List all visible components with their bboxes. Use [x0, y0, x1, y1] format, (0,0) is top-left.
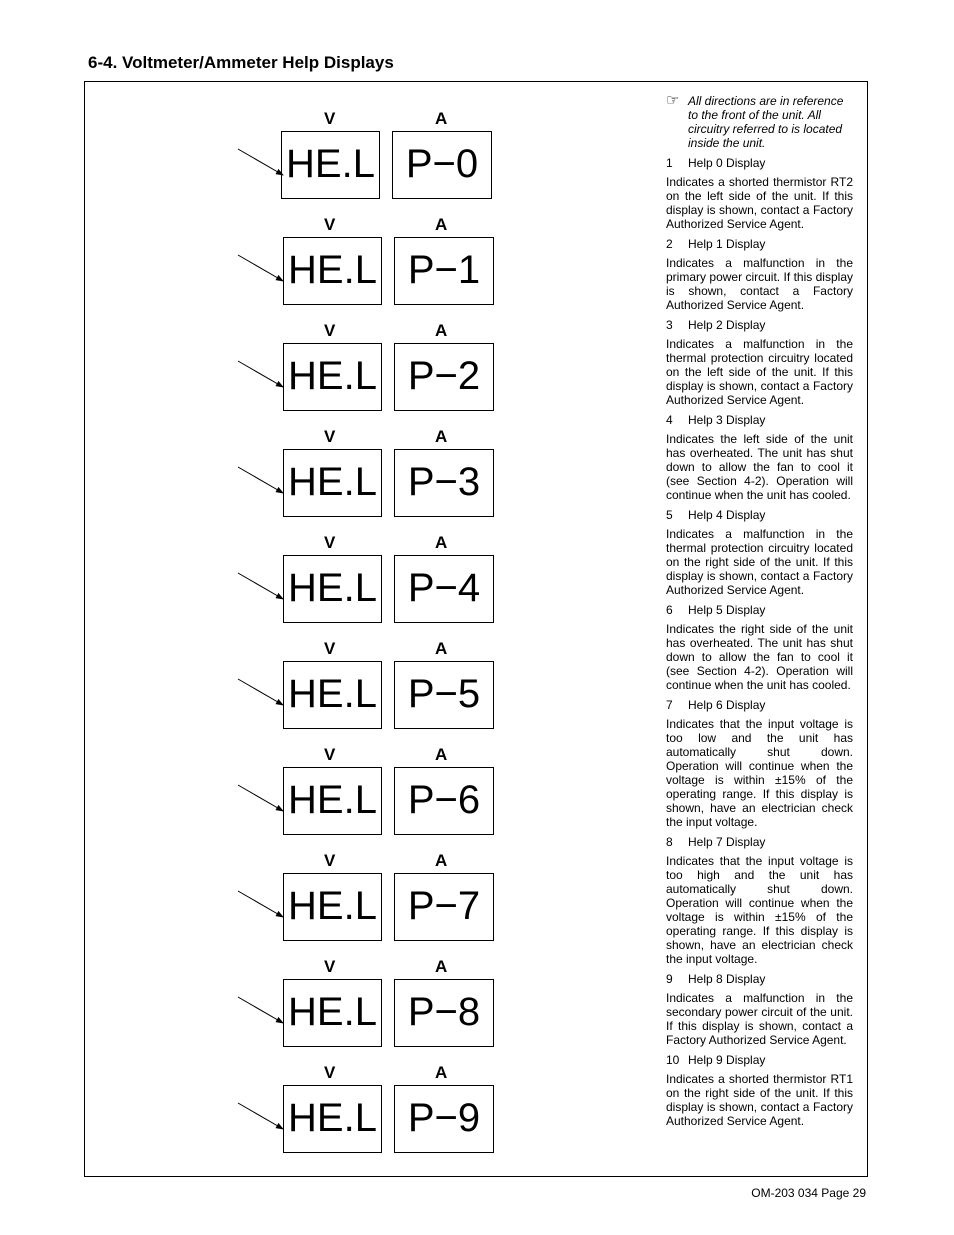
help-item — [666, 835, 853, 966]
help-item-number: 9 — [666, 972, 673, 986]
section-title: 6-4. Voltmeter/Ammeter Help Displays — [88, 53, 394, 72]
ammeter-display: P−9 — [394, 1085, 494, 1153]
voltmeter-label: V — [324, 957, 336, 976]
help-item — [666, 237, 853, 312]
help-item — [666, 698, 853, 829]
help-item-body: Indicates that the input voltage is too low and the unit has automatically shut down. Operation will continue when the voltage is within ±15% of the operating range. If this display is shown, have an electrician check the input voltage. — [666, 717, 853, 829]
help-item-heading — [666, 508, 853, 522]
ammeter-label: A — [435, 321, 448, 340]
voltmeter-display: HE.L — [283, 661, 382, 729]
ammeter-label: A — [435, 745, 448, 764]
ammeter-display: P−1 — [394, 237, 494, 305]
help-item-heading — [666, 972, 853, 986]
help-item-title: Help 3 Display — [688, 413, 766, 427]
help-item-title: Help 9 Display — [688, 1053, 766, 1067]
voltmeter-display: HE.L — [283, 237, 382, 305]
pointing-hand-icon: ☞ — [666, 92, 680, 109]
help-item-body: Indicates the right side of the unit has overheated. The unit has shut down to allow the fan to cool it (see Section 4-2). Operation will continue when the unit has cooled. — [666, 622, 853, 692]
callout-arrow — [238, 1103, 283, 1129]
help-item-title: Help 4 Display — [688, 508, 766, 522]
voltmeter-display: HE.L — [283, 767, 382, 835]
help-item-number: 4 — [666, 413, 673, 427]
ammeter-display: P−4 — [394, 555, 494, 623]
help-item-body: Indicates a malfunction in the thermal protection circuitry located on the left side of the unit. If this display is shown, contact a Factory Authorized Service Agent. — [666, 337, 853, 407]
callout-arrow — [238, 997, 283, 1023]
help-item-body: Indicates a malfunction in the primary power circuit. If this display is shown, contact a Factory Authorized Service Agent. — [666, 256, 853, 312]
help-item-body: Indicates the left side of the unit has overheated. The unit has shut down to allow the fan to cool it (see Section 4-2). Operation will continue when the unit has cooled. — [666, 432, 853, 502]
voltmeter-display: HE.L — [281, 131, 380, 199]
help-item-heading — [666, 318, 853, 332]
help-item-body: Indicates a shorted thermistor RT1 on the right side of the unit. If this display is shown, contact a Factory Authorized Service Agent. — [666, 1072, 853, 1128]
help-item-body: Indicates a malfunction in the secondary power circuit of the unit. If this display is shown, contact a Factory Authorized Service Agent. — [666, 991, 853, 1047]
help-item-title: Help 8 Display — [688, 972, 766, 986]
help-item-number: 2 — [666, 237, 673, 251]
help-item-body: Indicates a shorted thermistor RT2 on the left side of the unit. If this display is shown, contact a Factory Authorized Service Agent. — [666, 175, 853, 231]
ammeter-display: P−7 — [394, 873, 494, 941]
ammeter-label: A — [435, 1063, 448, 1082]
callout-arrow — [238, 467, 283, 493]
voltmeter-label: V — [324, 745, 336, 764]
help-item-number: 10 — [666, 1053, 680, 1067]
ammeter-display: P−5 — [394, 661, 494, 729]
callout-arrow — [238, 361, 283, 387]
ammeter-label: A — [435, 215, 448, 234]
voltmeter-display: HE.L — [283, 979, 382, 1047]
ammeter-display: P−2 — [394, 343, 494, 411]
help-item-title: Help 0 Display — [688, 156, 766, 170]
help-item-number: 7 — [666, 698, 673, 712]
ammeter-display: P−6 — [394, 767, 494, 835]
help-item-number: 3 — [666, 318, 673, 332]
ammeter-display: P−0 — [392, 131, 492, 199]
help-item-title: Help 6 Display — [688, 698, 766, 712]
help-item — [666, 1053, 853, 1128]
voltmeter-label: V — [324, 215, 336, 234]
ammeter-label: A — [435, 957, 448, 976]
callout-arrow — [238, 785, 283, 811]
callout-arrow — [238, 573, 283, 599]
ammeter-label: A — [435, 109, 448, 128]
help-item-title: Help 5 Display — [688, 603, 766, 617]
voltmeter-display: HE.L — [283, 343, 382, 411]
voltmeter-label: V — [324, 533, 336, 552]
ammeter-label: A — [435, 533, 448, 552]
help-item-heading — [666, 603, 853, 617]
help-item — [666, 318, 853, 407]
item-list — [666, 156, 853, 1128]
help-item — [666, 508, 853, 597]
help-item-number: 8 — [666, 835, 673, 849]
help-item-body: Indicates that the input voltage is too high and the unit has automatically shut down. Operation will continue when the voltage is within ±15% of the operating range. If this display is shown, have an electrician check the input voltage. — [666, 854, 853, 966]
help-item-number: 6 — [666, 603, 673, 617]
voltmeter-label: V — [324, 321, 336, 340]
voltmeter-display: HE.L — [283, 1085, 382, 1153]
help-item — [666, 413, 853, 502]
help-item-heading — [666, 698, 853, 712]
help-item-heading — [666, 156, 853, 170]
help-item-title: Help 1 Display — [688, 237, 766, 251]
callout-arrow — [238, 891, 283, 917]
callout-arrow — [238, 679, 283, 705]
note-text: All directions are in reference to the front of the unit. All circuitry referred to is located inside the unit. — [688, 94, 844, 150]
text-column — [666, 94, 853, 1128]
help-item-heading — [666, 237, 853, 251]
voltmeter-label: V — [324, 109, 336, 128]
ammeter-label: A — [435, 639, 448, 658]
ammeter-label: A — [435, 427, 448, 446]
callout-arrow — [238, 149, 283, 175]
help-item — [666, 972, 853, 1047]
help-item-title: Help 7 Display — [688, 835, 766, 849]
help-item-number: 1 — [666, 156, 673, 170]
help-item — [666, 156, 853, 231]
help-item-title: Help 2 Display — [688, 318, 766, 332]
help-item — [666, 603, 853, 692]
voltmeter-display: HE.L — [283, 555, 382, 623]
help-item-heading — [666, 1053, 853, 1067]
help-item-heading — [666, 835, 853, 849]
voltmeter-label: V — [324, 639, 336, 658]
voltmeter-label: V — [324, 427, 336, 446]
callout-arrow — [238, 255, 283, 281]
help-item-heading — [666, 413, 853, 427]
voltmeter-label: V — [324, 851, 336, 870]
note — [666, 94, 853, 150]
voltmeter-display: HE.L — [283, 873, 382, 941]
voltmeter-label: V — [324, 1063, 336, 1082]
page-footer: OM-203 034 Page 29 — [751, 1186, 866, 1200]
voltmeter-display: HE.L — [283, 449, 382, 517]
ammeter-display: P−8 — [394, 979, 494, 1047]
help-item-number: 5 — [666, 508, 673, 522]
ammeter-label: A — [435, 851, 448, 870]
ammeter-display: P−3 — [394, 449, 494, 517]
help-item-body: Indicates a malfunction in the thermal protection circuitry located on the right side of the unit. If this display is shown, contact a Factory Authorized Service Agent. — [666, 527, 853, 597]
